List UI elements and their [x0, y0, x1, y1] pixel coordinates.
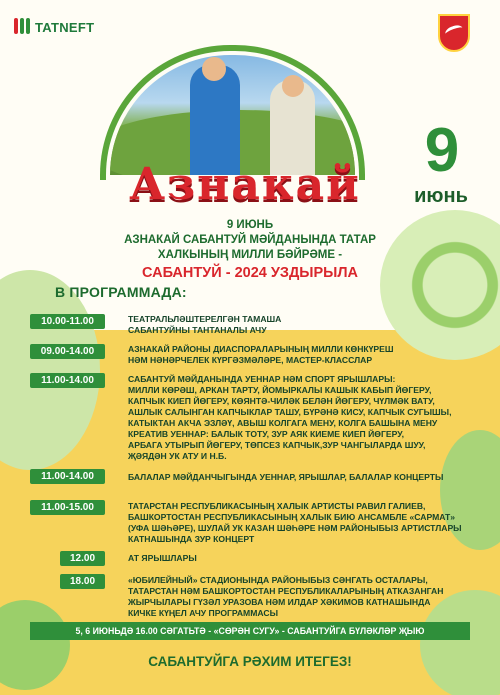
closing-slogan: САБАНТУЙГА РӘХИМ ИТЕГЕЗ! [148, 654, 352, 669]
program-item-line: АРБАГА УТЫРЫП ЙӨГЕРУ, ТӨПСЕЗ КАПЧЫК,ЗУР ЧАНГЫЛАРДА ШУУ, [128, 440, 426, 450]
program-item-description [128, 472, 443, 483]
tatneft-logo-icon [14, 18, 30, 36]
program-item-line: ТАТАРСТАН РЕСПУБЛИКАСЫНЫҢ ХАЛЫК АРТИСТЫ РАВИЛ ГАЛИЕВ, [128, 501, 426, 511]
time-badge: 18.00 [60, 574, 105, 589]
headline-line-3: ХАЛКЫНЫҢ МИЛЛИ БӘЙРӘМЕ - [157, 249, 343, 261]
program-item-line: КРЕАТИВ УЕННАР: БАЛЫК ТОТУ, ЗУР АЯК КИЕМЕ КИЕП ЙӨГЕРУ, [128, 429, 404, 439]
program-item-line: «ЮБИЛЕЙНЫЙ» СТАДИОНЫНДА РАЙОНЫБЫЗ СӘНГАТЬ ОСТАЛАРЫ, [128, 575, 428, 585]
time-badge: 11.00-14.00 [30, 469, 105, 484]
tatneft-logo [14, 18, 94, 36]
program-item-description [128, 374, 451, 462]
date-month: июнь [414, 185, 468, 207]
program-item-line: АШЛЫК САЛЫНГАН КАПЧЫКЛАР ТАШУ, БҮРӘНӘ КИСУ, КАПЧЫК СУГЫШЫ, [128, 407, 452, 417]
program-item-description [128, 553, 197, 564]
headline-line-2: АЗНАКАЙ САБАНТУЙ МӘЙДАНЫНДА ТАТАР [124, 234, 376, 246]
program-item-line: ЖЫРЧЫЛАРЫ ГҮЗӘЛ УРАЗОВА HӘМ ИЛДАР ХӘКИМОВ КАТНАШЫНДА [128, 597, 431, 607]
program-item-description [128, 575, 443, 619]
program-item-line: АТ ЯРЫШЛАРЫ [128, 553, 197, 563]
program-item-line: HӘМ НӘНӘРЧЕЛЕК КҮРГӘЗМӘЛӘРЕ, МАСТЕР-КЛАССЛАР [128, 355, 373, 365]
footer-announcement: 5, 6 ИЮНЬДӘ 16.00 СӘГАТЬТӘ - «СӨРӘН СУГУ» - САБАНТУЙГА БҮЛӘКЛӘР ҖЫЮ [30, 622, 470, 640]
program-item-line: САБАНТУЙНЫ ТАНТАНАЛЫ АЧУ [128, 325, 267, 335]
brand-name: TATNEFT [35, 19, 95, 35]
program-item-description [128, 501, 462, 545]
program-item-description [128, 344, 394, 366]
time-badge: 09.00-14.00 [30, 344, 105, 359]
district-emblem-icon [438, 14, 470, 52]
program-item-line: КАТЫКТАН АКЧА ЭЗЛӘҮ, АВЫШ КОЛГАГА МЕНУ, КОЛГА БАШЫНА МЕНУ [128, 418, 438, 428]
program-item-description [128, 314, 281, 336]
program-item-line: КАПЧЫК КИЕП ЙӨГЕРУ, КӨЯНТӘ-ЧИЛӘК БЕЛӘН ЙӨГЕРУ, ЧҮЛМӘК ВАТУ, [128, 396, 435, 406]
program-item-line: КАТНАШЫНДА ЗУР КОНЦЕРТ [128, 534, 255, 544]
headline-line-4: САБАНТУЙ - 2024 УЗДЫРЫЛА [141, 265, 358, 281]
dancers-photo [110, 55, 355, 175]
headline [60, 218, 440, 282]
program-item-line: БАШКОРТОСТАН РЕСПУБЛИКАСЫНЫҢ ХАЛЫК БИЮ АНСАМБЛЕ «САРМАТ» [128, 512, 456, 522]
town-title: Азнакай [129, 159, 361, 210]
headline-line-1: 9 ИЮНЬ [226, 219, 274, 231]
time-badge: 12.00 [60, 551, 105, 566]
program-item-line: КИЧКЕ КҮҢЕЛ АЧУ ПРОГРАММАСЫ [128, 608, 278, 618]
date-day: 9 [424, 116, 460, 185]
program-item-line: МИЛЛИ КӨРӘШ, АРКАН ТАРТУ, ЙОМЫРКАЛЫ КАШЫК КАБЫП ЙӨГЕРУ, [128, 385, 432, 395]
time-badge: 11.00-15.00 [30, 500, 105, 515]
program-item-line: ТЕАТРАЛЬЛӘШТЕРЕЛГӘН ТАМАША [128, 314, 282, 324]
program-item-line: БАЛАЛАР МӘЙДАНЧЫГЫНДА УЕННАР, ЯРЫШЛАР, БАЛАЛАР КОНЦЕРТЫ [128, 472, 444, 482]
program-item-line: АЗНАКАЙ РАЙОНЫ ДИАСПОРАЛАРЫНЫҢ МИЛЛИ КӨНКҮРЕШ [128, 344, 394, 354]
program-item-line: САБАНТУЙ МӘЙДАНЫНДА УЕННАР HӘМ СПОРТ ЯРЫШЛАРЫ: [128, 374, 396, 384]
program-item-line: ҖӘЯДӘН УК АТУ И H.Б. [128, 451, 227, 461]
program-title: В ПРОГРАММАДА: [55, 284, 187, 300]
program-item-line: (УФА ШӘҺӘРЕ), ШУЛАЙ УК КАЗАН ШӘҺӘРЕ HӘМ РАЙОНЫБЫЗ АРТИСТЛАРЫ [128, 523, 462, 533]
time-badge: 11.00-14.00 [30, 373, 105, 388]
program-item-line: ТАТАРСТАН HӘМ БАШКОРТОСТАН РЕСПУБЛИКАЛАРЫНЫҢ АТКАЗАНГАН [128, 586, 444, 596]
time-badge: 10.00-11.00 [30, 314, 105, 329]
